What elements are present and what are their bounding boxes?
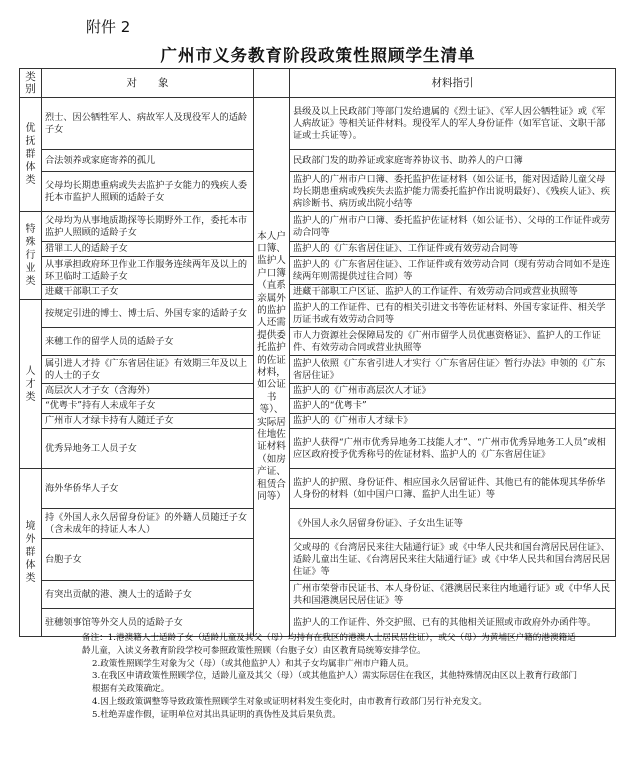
material-cell: 监护人的护照、身份证件、相应国永久居留证件、其他已有的能体现其华侨华人身份的材料（如中国户口簿、监护人出生证）等: [290, 469, 616, 509]
table-row: [20, 98, 616, 150]
note-item: 5.杜绝弄虚作假，证明单位对其出具证明的真伪性及其后果负责。: [92, 709, 341, 720]
header-middle: [254, 69, 290, 98]
material-cell: 县级及以上民政部门等部门发给遗属的《烈士证》、《军人因公牺牲证》或《军人病故证》等相关证件材料。现役军人的军人身份证件（如军官证、文职干部证或士兵证等）。: [290, 98, 616, 150]
note-item: 2.政策性照顾学生对象为父（母）（或其他监护人）和其子女均属非广州市户籍人员。: [92, 658, 414, 669]
category-cell: 特殊行业类: [20, 212, 42, 300]
material-cell: 父或母的《台湾居民来往大陆通行证》或《中华人民共和国台湾居民居住证》、适龄儿童出生证、《台湾居民来往大陆通行证》或《中华人民共和国台湾居民居住证》等: [290, 539, 616, 581]
object-cell: 广州市人才绿卡持有人随迁子女: [42, 414, 254, 429]
object-cell: 来穗工作的留学人员的适龄子女: [42, 328, 254, 356]
table-row: [20, 150, 616, 172]
table-row: [20, 581, 616, 609]
material-cell: 进藏干部职工户区证、监护人的工作证件、有效劳动合同或营业执照等: [290, 285, 616, 300]
note-item: 4.因上级政策调整等导致政策性照顾学生对象或证明材料发生变化时，由市教育行政部门另行补充发文。: [92, 696, 487, 707]
table-header-row: [20, 69, 616, 98]
table-row: [20, 212, 616, 242]
object-cell: 属引进人才持《广东省居住证》有效期三年及以上的人士的子女: [42, 356, 254, 384]
category-cell: 境外群体类: [20, 469, 42, 637]
category-cell: 人才类: [20, 300, 42, 469]
object-cell: 持《外国人永久居留身份证》的外籍人员随迁子女（含未成年的持证人本人）: [42, 509, 254, 539]
material-cell: 监护人获得“广州市优秀异地务工技能人才”、“广州市优秀异地务工人员”或相应区政府授予优秀称号的佐证材料、监护人的《广东省居住证》: [290, 429, 616, 469]
material-cell: 监护人的《广州市人才绿卡》: [290, 414, 616, 429]
object-cell: 合法领养或家庭寄养的孤儿: [42, 150, 254, 172]
material-cell: 监护人的工作证件、已有的相关引进文书等佐证材料、外国专家证件、相关学历证书或有效劳动合同等: [290, 300, 616, 328]
material-cell: 监护人的工作证件、外交护照、已有的其他相关证照或市政府外办函件等。: [290, 609, 616, 637]
material-cell: 监护人的广州市户口簿、委托监护佐证材料（如公证书）、父母的工作证件或劳动合同等: [290, 212, 616, 242]
table-row: [20, 328, 616, 356]
table-row: [20, 300, 616, 328]
table-row: [20, 285, 616, 300]
material-cell: 民政部门发的助养证或家庭寄养协议书、助养人的户口簿: [290, 150, 616, 172]
table-row: [20, 384, 616, 399]
object-cell: 从事承担政府环卫作业工作服务连续两年及以上的环卫临时工适龄子女: [42, 257, 254, 285]
table-row: [20, 539, 616, 581]
object-cell: 父母均长期患重病或失去监护子女能力的残疾人委托本市监护人照顾的适龄子女: [42, 172, 254, 212]
object-cell: 有突出贡献的港、澳人士的适龄子女: [42, 581, 254, 609]
material-cell: 市人力资源社会保障局发的《广州市留学人员优惠资格证》、监护人的工作证件、有效劳动合同或营业执照等: [290, 328, 616, 356]
table-row: [20, 509, 616, 539]
table-row: [20, 399, 616, 414]
table-row: [20, 257, 616, 285]
category-cell: 优抚群体类: [20, 98, 42, 212]
object-cell: 进藏干部职工子女: [42, 285, 254, 300]
material-cell: 监护人的《广东省居住证》、工作证件或有效劳动合同（现有劳动合同如不是连续两年则需提供过往合同）等: [290, 257, 616, 285]
object-cell: 海外华侨华人子女: [42, 469, 254, 509]
object-cell: 按规定引进的博士、博士后、外国专家的适龄子女: [42, 300, 254, 328]
header-category: 类别: [20, 69, 42, 98]
object-cell: 父母均为从事地质勘探等长期野外工作，委托本市监护人照顾的适龄子女: [42, 212, 254, 242]
material-cell: 《外国人永久居留身份证》、子女出生证等: [290, 509, 616, 539]
table-row: [20, 469, 616, 509]
object-cell: 驻穗领事馆等外交人员的适龄子女: [42, 609, 254, 637]
table-row: [20, 172, 616, 212]
header-object: 对 象: [42, 69, 254, 98]
material-cell: 监护人的广州市户口簿、委托监护佐证材料（如公证书，能对因适龄儿童父母均长期患重病或残疾失去监护能力需委托监护作出说明最好）、《残疾人证》、疾病诊断书、病历或出院小结等: [290, 172, 616, 212]
table-row: [20, 414, 616, 429]
object-cell: 台胞子女: [42, 539, 254, 581]
object-cell: 优秀异地务工人员子女: [42, 429, 254, 469]
annex-label: 附件 2: [86, 18, 131, 36]
document-title: 广州市义务教育阶段政策性照顾学生清单: [160, 46, 476, 65]
material-cell: 监护人依照《广东省引进人才实行〈广东省居住证〉暂行办法》申领的《广东省居住证》: [290, 356, 616, 384]
material-cell: 广州市荣誉市民证书、本人身份证、《港澳居民来往内地通行证》或《中华人民共和国港澳居民居住证》等: [290, 581, 616, 609]
header-material: 材料指引: [290, 69, 616, 98]
material-cell: 监护人的《广东省居住证》、工作证件或有效劳动合同等: [290, 242, 616, 257]
table-row: [20, 356, 616, 384]
policy-table: [19, 68, 616, 637]
object-cell: 烈士、因公牺牲军人、病故军人及现役军人的适龄子女: [42, 98, 254, 150]
material-cell: 监护人的《广州市高层次人才证》: [290, 384, 616, 399]
object-cell: 猎罪工人的适龄子女: [42, 242, 254, 257]
notes-section: [82, 632, 582, 722]
table-row: [20, 242, 616, 257]
object-cell: “优粤卡”持有人未成年子女: [42, 399, 254, 414]
object-cell: 高层次人才子女（含海外）: [42, 384, 254, 399]
table-row: [20, 429, 616, 469]
common-materials-cell: 本人户口簿、监护人户口簿（直系亲属外的监护人还需提供委托监护的佐证材料，如公证书等）、实际居住地佐证材料（如房产证、租赁合同等）: [254, 98, 290, 637]
note-item: 3.在我区申请政策性照顾学位，适龄儿童及其父（母）（或其他监护人）需实际居住在我区，其他特殊情况由区以上教育行政部门根据有关政策确定。: [92, 671, 578, 695]
note-item: 备注：1.港澳籍人士适龄子女（适龄儿童及其父（母）均持有在我区的港澳人士居民居住证），或父（母）为黄埔区户籍的港澳籍适龄儿童，入读义务教育阶段学校可参照政策性照顾（台胞子女）由区教育局统筹安排学位。: [82, 633, 576, 656]
material-cell: 监护人的“优粤卡”: [290, 399, 616, 414]
